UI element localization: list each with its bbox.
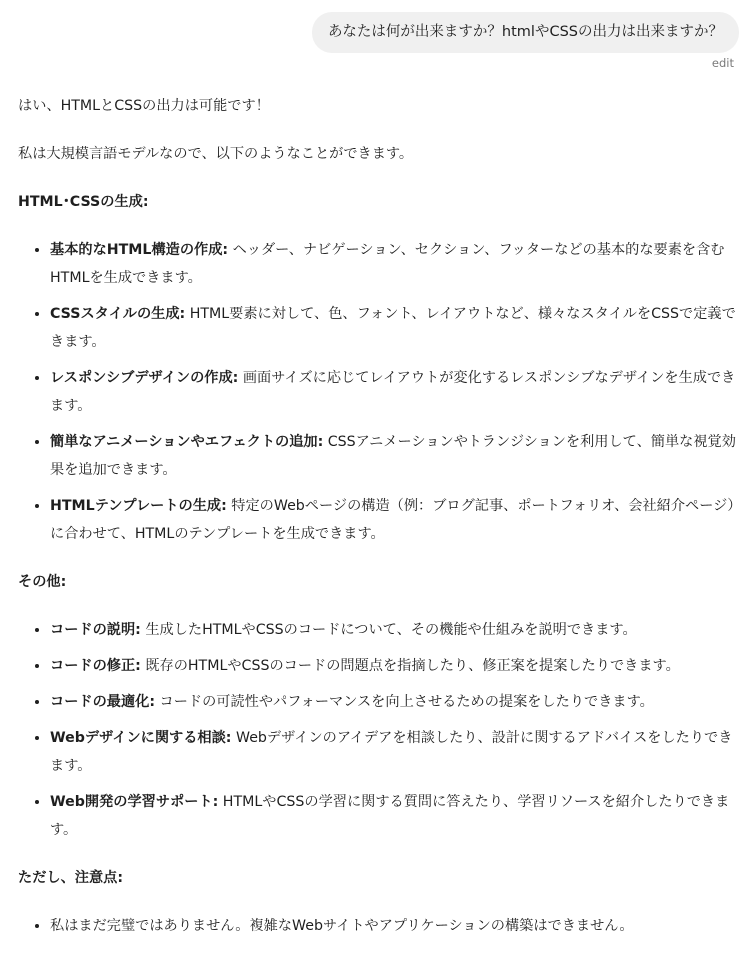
item-text: ヘッダー、ナビゲーション、セクション、フッターなどの基本的な要素を含むHTMLを生成できます。 <box>50 242 725 286</box>
list-item <box>50 492 740 548</box>
item-label: Web開発の学習サポート: <box>50 794 219 810</box>
section-heading-html-css: HTML･CSSの生成: <box>18 194 149 210</box>
item-label: コードの修正: <box>50 658 141 674</box>
section-heading-other: その他: <box>18 574 67 590</box>
response-intro: はい、HTMLとCSSの出力は可能です！ <box>18 98 270 114</box>
item-text: CSSアニメーションやトランジションを利用して、簡単な視覚効果を追加できます。 <box>50 434 736 478</box>
list-item <box>50 236 740 292</box>
item-text: 私はまだ完璧ではありません。複雑なWebサイトやアプリケーションの構築はできません。 <box>50 918 634 934</box>
edit-button[interactable]: edit <box>711 56 734 70</box>
item-text: コードの可読性やパフォーマンスを向上させるための提案をしたりできます。 <box>155 694 654 710</box>
item-label: コードの説明: <box>50 622 141 638</box>
item-label: 簡単なアニメーションやエフェクトの追加: <box>50 434 324 450</box>
capability-intro: 私は大規模言語モデルなので、以下のようなことができます。 <box>18 146 414 162</box>
item-label: CSSスタイルの生成: <box>50 306 186 322</box>
item-label: レスポンシブデザインの作成: <box>50 370 239 386</box>
list-item <box>50 300 740 356</box>
item-text: 生成したHTMLやCSSのコードについて、その機能や仕組みを説明できます。 <box>140 622 637 638</box>
html-css-capability-list <box>18 236 740 548</box>
list-item <box>50 428 740 484</box>
item-label: コードの最適化: <box>50 694 155 710</box>
user-message-row <box>312 12 739 53</box>
section-heading-caveats: ただし、注意点: <box>18 870 123 886</box>
assistant-response <box>18 92 740 960</box>
user-message-bubble: あなたは何が出来ますか？htmlやCSSの出力は出来ますか？ <box>312 12 739 53</box>
list-item <box>50 652 740 680</box>
list-item <box>50 688 740 716</box>
other-capability-list <box>18 616 740 844</box>
list-item <box>50 912 740 940</box>
item-text: Webデザインのアイデアを相談したり、設計に関するアドバイスをしたりできます。 <box>50 730 733 774</box>
item-text: HTMLやCSSの学習に関する質問に答えたり、学習リソースを紹介したりできます。 <box>50 794 730 838</box>
item-label: Webデザインに関する相談: <box>50 730 232 746</box>
list-item <box>50 788 740 844</box>
item-text: 特定のWebページの構造（例：ブログ記事、ポートフォリオ、会社紹介ページ）に合わせて、HTMLのテンプレートを生成できます。 <box>50 498 735 542</box>
list-item <box>50 616 740 644</box>
item-text: 画面サイズに応じてレイアウトが変化するレスポンシブなデザインを生成できます。 <box>50 370 736 414</box>
item-label: 基本的なHTML構造の作成: <box>50 242 229 258</box>
item-text: HTML要素に対して、色、フォント、レイアウトなど、様々なスタイルをCSSで定義できます。 <box>50 306 736 350</box>
item-label: HTMLテンプレートの生成: <box>50 498 227 514</box>
item-text: 既存のHTMLやCSSのコードの問題点を指摘したり、修正案を提案したりできます。 <box>140 658 680 674</box>
caveat-list <box>18 912 740 940</box>
list-item <box>50 724 740 780</box>
list-item <box>50 364 740 420</box>
